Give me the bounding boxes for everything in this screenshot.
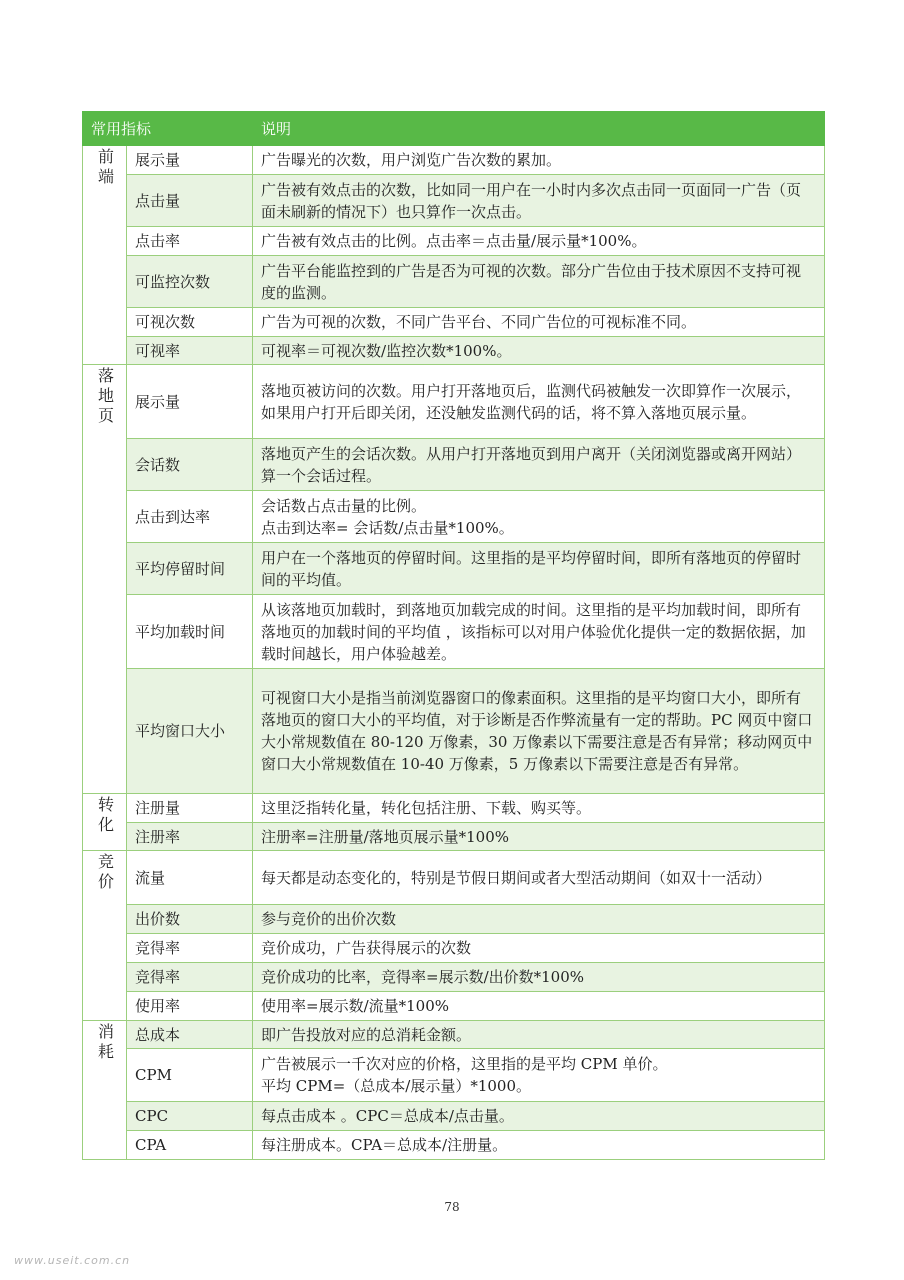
- table-row: [83, 308, 825, 337]
- table-row: [83, 439, 825, 491]
- metric-desc: 广告曝光的次数，用户浏览广告次数的累加。: [253, 146, 825, 175]
- table-row: [83, 1102, 825, 1131]
- metric-name: 平均停留时间: [127, 543, 253, 595]
- table-row: [83, 365, 825, 439]
- metric-desc: 从该落地页加载时，到落地页加载完成的时间。这里指的是平均加载时间，即所有落地页的加载时间的平均值 ，该指标可以对用户体验优化提供一定的数据依据，加载时间越长，用户体验越差。: [253, 595, 825, 669]
- category-label: 竞价: [83, 851, 127, 1021]
- metric-name: CPA: [127, 1131, 253, 1160]
- metric-desc: 广告平台能监控到的广告是否为可视的次数。部分广告位由于技术原因不支持可视度的监测。: [253, 256, 825, 308]
- table-row: [83, 595, 825, 669]
- metric-desc: 用户在一个落地页的停留时间。这里指的是平均停留时间，即所有落地页的停留时间的平均值。: [253, 543, 825, 595]
- metric-name: 注册量: [127, 794, 253, 823]
- metric-name: 点击到达率: [127, 491, 253, 543]
- header-description: 说明: [253, 112, 825, 146]
- metric-desc-line: 平均 CPM=（总成本/展示量）*1000。: [261, 1077, 532, 1095]
- table-row: [83, 823, 825, 851]
- metric-name: 出价数: [127, 905, 253, 934]
- metric-desc: 注册率=注册量/落地页展示量*100%: [253, 823, 825, 851]
- table-row: [83, 963, 825, 992]
- table-row: [83, 1131, 825, 1160]
- category-label: 消耗: [83, 1021, 127, 1160]
- table-row: [83, 992, 825, 1021]
- metric-desc: 每注册成本。CPA＝总成本/注册量。: [253, 1131, 825, 1160]
- metric-name: 平均加载时间: [127, 595, 253, 669]
- metric-name: CPM: [127, 1049, 253, 1102]
- metrics-table: [82, 111, 825, 1160]
- table-row: [83, 1021, 825, 1049]
- metric-desc: 即广告投放对应的总消耗金额。: [253, 1021, 825, 1049]
- metric-name: 使用率: [127, 992, 253, 1021]
- metric-name: 会话数: [127, 439, 253, 491]
- category-label: 转化: [83, 794, 127, 851]
- table-row: [83, 794, 825, 823]
- metric-name: 平均窗口大小: [127, 669, 253, 794]
- metric-desc: 每天都是动态变化的，特别是节假日期间或者大型活动期间（如双十一活动）: [253, 851, 825, 905]
- table-header-row: [83, 112, 825, 146]
- metric-name: 竞得率: [127, 963, 253, 992]
- table-row: [83, 175, 825, 227]
- table-row: [83, 851, 825, 905]
- metric-desc: 这里泛指转化量，转化包括注册、下载、购买等。: [253, 794, 825, 823]
- metric-name: 竞得率: [127, 934, 253, 963]
- metric-desc-line: 点击到达率= 会话数/点击量*100%。: [261, 518, 514, 537]
- metric-desc: 可视窗口大小是指当前浏览器窗口的像素面积。这里指的是平均窗口大小，即所有落地页的窗口大小的平均值，对于诊断是否作弊流量有一定的帮助。PC 网页中窗口大小常规数值在 80-120 万像素，30 万像素以下需要注意是否有异常；移动网页中窗口大小常规数值在 10-40 万像素，5 万像素以下需要注意是否有异常。: [253, 669, 825, 794]
- table-row: [83, 146, 825, 175]
- metric-name: 可视率: [127, 337, 253, 365]
- metric-desc: 可视率＝可视次数/监控次数*100%。: [253, 337, 825, 365]
- metric-desc: 广告被有效点击的次数，比如同一用户在一小时内多次点击同一页面同一广告（页面未刷新的情况下）也只算作一次点击。: [253, 175, 825, 227]
- category-label: 落地页: [83, 365, 127, 794]
- table-row: [83, 669, 825, 794]
- page-number: 78: [444, 1200, 460, 1214]
- metric-desc-line: 广告被展示一千次对应的价格，这里指的是平均 CPM 单价。: [261, 1055, 668, 1073]
- metric-name: 可监控次数: [127, 256, 253, 308]
- metric-name: 总成本: [127, 1021, 253, 1049]
- metric-name: 注册率: [127, 823, 253, 851]
- metric-name: CPC: [127, 1102, 253, 1131]
- metric-desc: 参与竞价的出价次数: [253, 905, 825, 934]
- metric-desc: 竞价成功，广告获得展示的次数: [253, 934, 825, 963]
- metric-desc-line: 会话数占点击量的比例。: [261, 496, 427, 515]
- table-row: [83, 491, 825, 543]
- metric-desc: 落地页被访问的次数。用户打开落地页后，监测代码被触发一次即算作一次展示，如果用户打开后即关闭，还没触发监测代码的话，将不算入落地页展示量。: [253, 365, 825, 439]
- table-row: [83, 256, 825, 308]
- table-row: [83, 337, 825, 365]
- metric-name: 点击率: [127, 227, 253, 256]
- category-label: 前端: [83, 146, 127, 365]
- metric-desc: [253, 491, 825, 543]
- metric-name: 点击量: [127, 175, 253, 227]
- table-row: [83, 1049, 825, 1102]
- metric-name: 展示量: [127, 146, 253, 175]
- table-row: [83, 227, 825, 256]
- metric-desc: 落地页产生的会话次数。从用户打开落地页到用户离开（关闭浏览器或离开网站）算一个会话过程。: [253, 439, 825, 491]
- metric-name: 可视次数: [127, 308, 253, 337]
- header-metric: 常用指标: [83, 112, 253, 146]
- metric-desc: 使用率=展示数/流量*100%: [253, 992, 825, 1021]
- metric-desc: [253, 1049, 825, 1102]
- table-row: [83, 905, 825, 934]
- watermark: www.useit.com.cn: [14, 1254, 131, 1267]
- table-row: [83, 543, 825, 595]
- metric-name: 流量: [127, 851, 253, 905]
- metric-desc: 广告被有效点击的比例。点击率＝点击量/展示量*100%。: [253, 227, 825, 256]
- table-row: [83, 934, 825, 963]
- metric-desc: 每点击成本 。CPC＝总成本/点击量。: [253, 1102, 825, 1131]
- metric-name: 展示量: [127, 365, 253, 439]
- metric-desc: 广告为可视的次数，不同广告平台、不同广告位的可视标准不同。: [253, 308, 825, 337]
- metric-desc: 竞价成功的比率，竞得率=展示数/出价数*100%: [253, 963, 825, 992]
